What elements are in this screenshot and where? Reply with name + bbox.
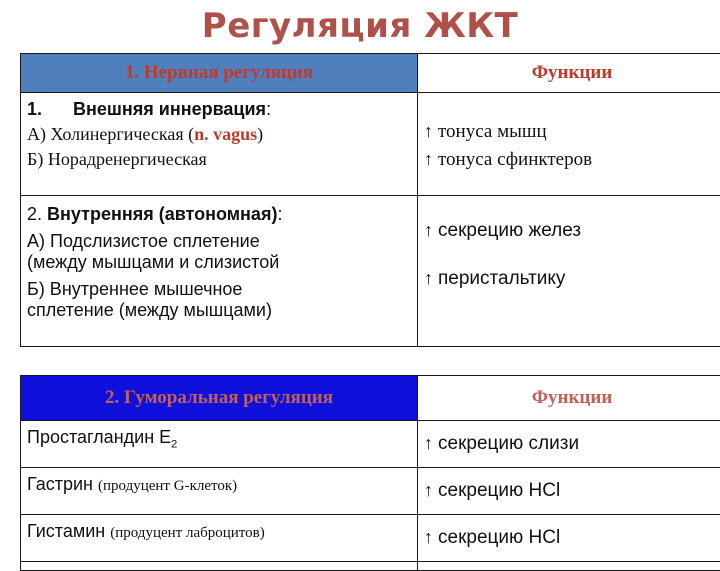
hormone-function-cell (418, 421, 720, 468)
hormone-function: секрецию HCl (438, 480, 560, 501)
up-arrow-icon: ↑ (424, 268, 436, 289)
row2-a-line1: А) Подслизистое сплетение (27, 231, 411, 252)
row2-func2: перистальтику (438, 268, 565, 289)
table1-row-external (21, 93, 720, 196)
row2-heading-num: 2. (27, 204, 42, 224)
table2-header-right: Функции (418, 376, 720, 421)
external-innervation-cell (21, 93, 418, 196)
row2-func1: секрецию желез (438, 220, 581, 241)
nervous-regulation-table (20, 53, 720, 347)
up-arrow-icon: ↑ (424, 220, 436, 241)
table2-row (21, 515, 720, 562)
page-title: Регуляция ЖКТ (0, 6, 720, 46)
hormone-subscript: 2 (171, 439, 177, 451)
up-arrow-icon: ↑ (424, 121, 436, 142)
up-arrow-icon: ↑ (424, 433, 436, 454)
hormone-function-cell (418, 468, 720, 515)
row1-b: Б) Норадренергическая (27, 149, 411, 170)
external-functions-cell (418, 93, 720, 196)
row2-b-line2: сплетение (между мышцами) (27, 300, 411, 321)
up-arrow-icon: ↑ (424, 480, 436, 501)
hormone-cell (21, 468, 418, 515)
table1-row-internal (21, 196, 720, 347)
hormone-name: Гастрин (27, 474, 98, 494)
table2-tail-row (21, 562, 720, 571)
row1-func1: тонуса мышц (438, 121, 547, 142)
row2-heading: Внутренняя (автономная) (47, 204, 277, 224)
up-arrow-icon: ↑ (424, 527, 436, 548)
row1-a-prefix: А) Холинергическая ( (27, 124, 194, 144)
row1-heading-num: 1. (27, 99, 73, 120)
hormone-function-cell (418, 515, 720, 562)
tail-cell (418, 562, 720, 571)
table1-header-left: 1. Нервная регуляция (21, 54, 418, 93)
row2-b-line1: Б) Внутреннее мышечное (27, 279, 411, 300)
row2-a-line2: (между мышцами и слизистой (27, 252, 411, 273)
table2-header-left: 2. Гуморальная регуляция (21, 376, 418, 421)
table2-row (21, 421, 720, 468)
vagus-highlight: n. vagus (194, 124, 257, 144)
humoral-regulation-table (20, 375, 720, 571)
row1-heading-colon: : (266, 99, 271, 119)
hormone-cell (21, 515, 418, 562)
row1-heading: Внешняя иннервация (73, 99, 266, 119)
table1-header-right: Функции (418, 54, 720, 93)
internal-innervation-cell (21, 196, 418, 347)
hormone-function: секрецию HCl (438, 527, 560, 548)
hormone-cell (21, 421, 418, 468)
row1-a-suffix: ) (257, 124, 263, 144)
internal-functions-cell (418, 196, 720, 347)
hormone-name: Гистамин (27, 521, 110, 541)
up-arrow-icon: ↑ (424, 149, 436, 170)
hormone-name: Простагландин Е (27, 427, 171, 447)
row1-func2: тонуса сфинктеров (438, 149, 592, 170)
hormone-note: (продуцент лаброцитов) (110, 525, 265, 541)
hormone-function: секрецию слизи (438, 433, 579, 454)
hormone-note: (продуцент G-клеток) (98, 478, 237, 494)
row2-heading-colon: : (277, 204, 282, 224)
tail-cell (21, 562, 418, 571)
table2-row (21, 468, 720, 515)
